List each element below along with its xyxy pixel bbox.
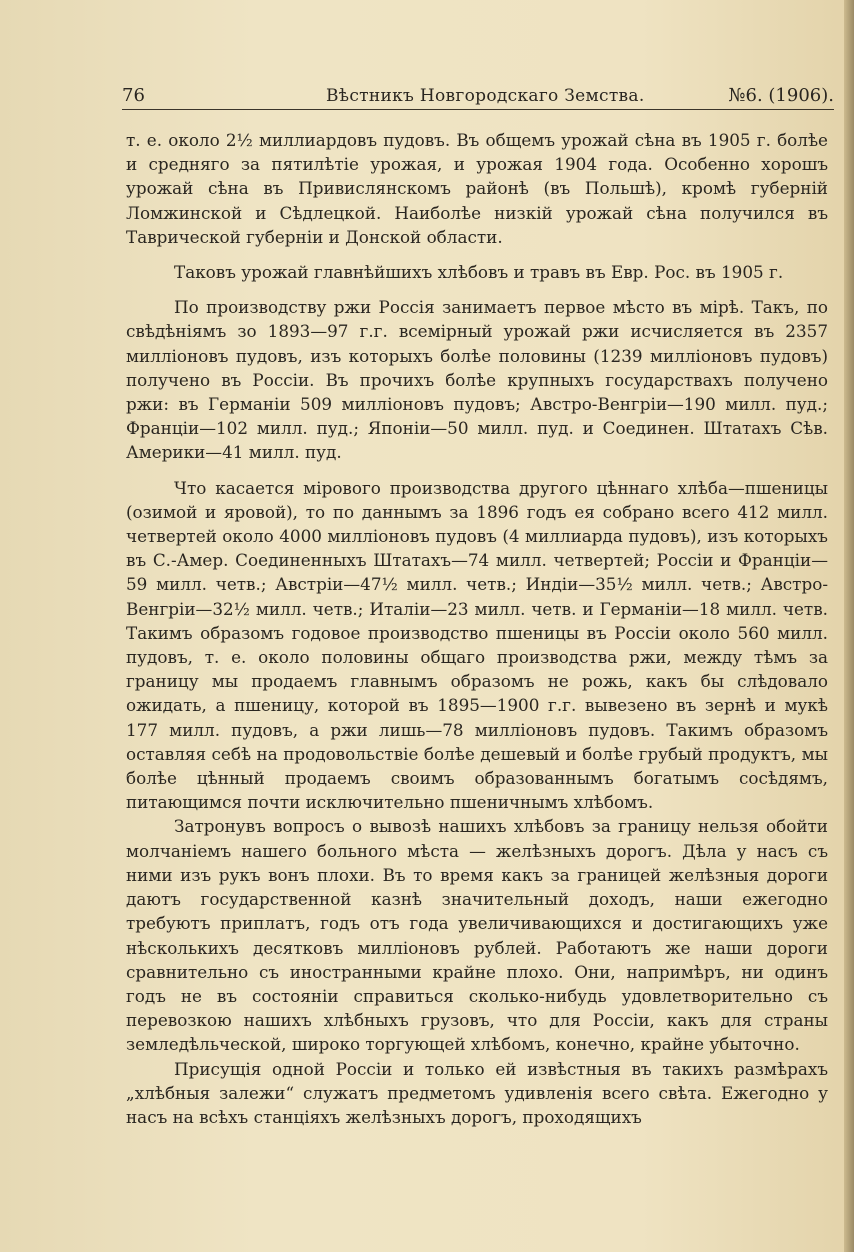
issue-number: №6. (1906). — [728, 85, 834, 106]
paragraph-railways: Затронувъ вопросъ о вывозѣ нашихъ хлѣбовъ за границу нельзя обойти молчаніемъ нашего больного мѣста — желѣзныхъ дорогъ. Дѣла у насъ съ ними изъ рукъ вонъ плохи. Въ то время какъ за границей желѣзныя дороги даютъ государственной казнѣ значительный доходъ, наши ежегодно требуютъ приплатъ, годъ отъ года увеличивающихся и достигающихъ уже нѣсколькихъ десятковъ милліоновъ рублей. Работаютъ же наши дороги сравнительно съ иностранными крайне плохо. Они, напримѣръ, ни одинъ годъ не въ состояніи справиться сколько-нибудь удовлетворительно съ перевозкою нашихъ хлѣбныхъ грузовъ, что для Россіи, какъ для страны земледѣльческой, широко торгующей хлѣбомъ, конечно, крайне убыточно. — [126, 816, 828, 1055]
page-edge-shadow — [844, 0, 854, 1252]
paragraph-summary: Таковъ урожай главнѣйшихъ хлѣбовъ и травъ въ Евр. Рос. въ 1905 г. — [174, 262, 784, 283]
page-number: 76 — [122, 85, 145, 106]
header-rule — [122, 109, 834, 110]
article-body — [126, 128, 828, 1129]
running-header — [122, 84, 834, 108]
journal-title: Вѣстникъ Новгородскаго Земства. — [326, 86, 645, 106]
paragraph-grain-deposits: Присущія одной Россіи и только ей извѣстныя въ такихъ размѣрахъ „хлѣбныя залежи“ служатъ предметомъ удивленія всего свѣта. Ежегодно у насъ на всѣхъ станціяхъ желѣзныхъ дорогъ, проходящихъ — [126, 1058, 828, 1127]
paragraph-rye-production: По производству ржи Россія занимаетъ первое мѣсто въ мірѣ. Такъ, по свѣдѣніямъ зо 1893—97 г.г. всемірный урожай ржи исчисляется въ 2357 милліоновъ пудовъ, изъ которыхъ болѣе половины (1239 милліоновъ пудовъ) получено въ Россіи. Въ прочихъ болѣе крупныхъ государствахъ получено ржи: въ Германіи 509 милліоновъ пудовъ; Австро-Венгріи—190 милл. пуд.; Франціи—102 милл. пуд.; Японіи—50 милл. пуд. и Соединен. Штатахъ Сѣв. Америки—41 милл. пуд. — [126, 297, 828, 463]
paragraph-hay-harvest: т. е. около 2½ миллиардовъ пудовъ. Въ общемъ урожай сѣна въ 1905 г. болѣе и средняго за пятилѣтіе урожая, и урожая 1904 года. Особенно хорошъ урожай сѣна въ Привислянскомъ районѣ (въ Польшѣ), кромѣ губерній Ломжинской и Сѣдлецкой. Наиболѣе низкій урожай сѣна получился въ Таврической губерніи и Донской области. — [126, 130, 828, 247]
paragraph-wheat-production: Что касается мірового производства другого цѣннаго хлѣба—пшеницы (озимой и яровой), то по даннымъ за 1896 годъ ея собрано всего 412 милл. четвертей около 4000 милліоновъ пудовъ (4 миллиарда пудовъ), изъ которыхъ въ С.-Амер. Соединенныхъ Штатахъ—74 милл. четвертей; Россіи и Франціи—59 милл. четв.; Австріи—47½ милл. четв.; Индіи—35½ милл. четв.; Австро-Венгріи—32½ милл. четв.; Италіи—23 милл. четв. и Германіи—18 милл. четв. Такимъ образомъ годовое производство пшеницы въ Россіи около 560 милл. пудовъ, т. е. около половины общаго производства ржи, между тѣмъ за границу мы продаемъ главнымъ образомъ не рожь, какъ бы слѣдовало ожидать, а пшеницу, которой въ 1895—1900 г.г. вывезено въ зернѣ и мукѣ 177 милл. пудовъ, а ржи лишь—78 милліоновъ пудовъ. Такимъ образомъ оставляя себѣ на продовольствіе болѣе дешевый и болѣе грубый продуктъ, мы болѣе цѣнный продаемъ своимъ образованнымъ богатымъ сосѣдямъ, питающимся почти исключительно пшеничнымъ хлѣбомъ. — [126, 477, 828, 813]
